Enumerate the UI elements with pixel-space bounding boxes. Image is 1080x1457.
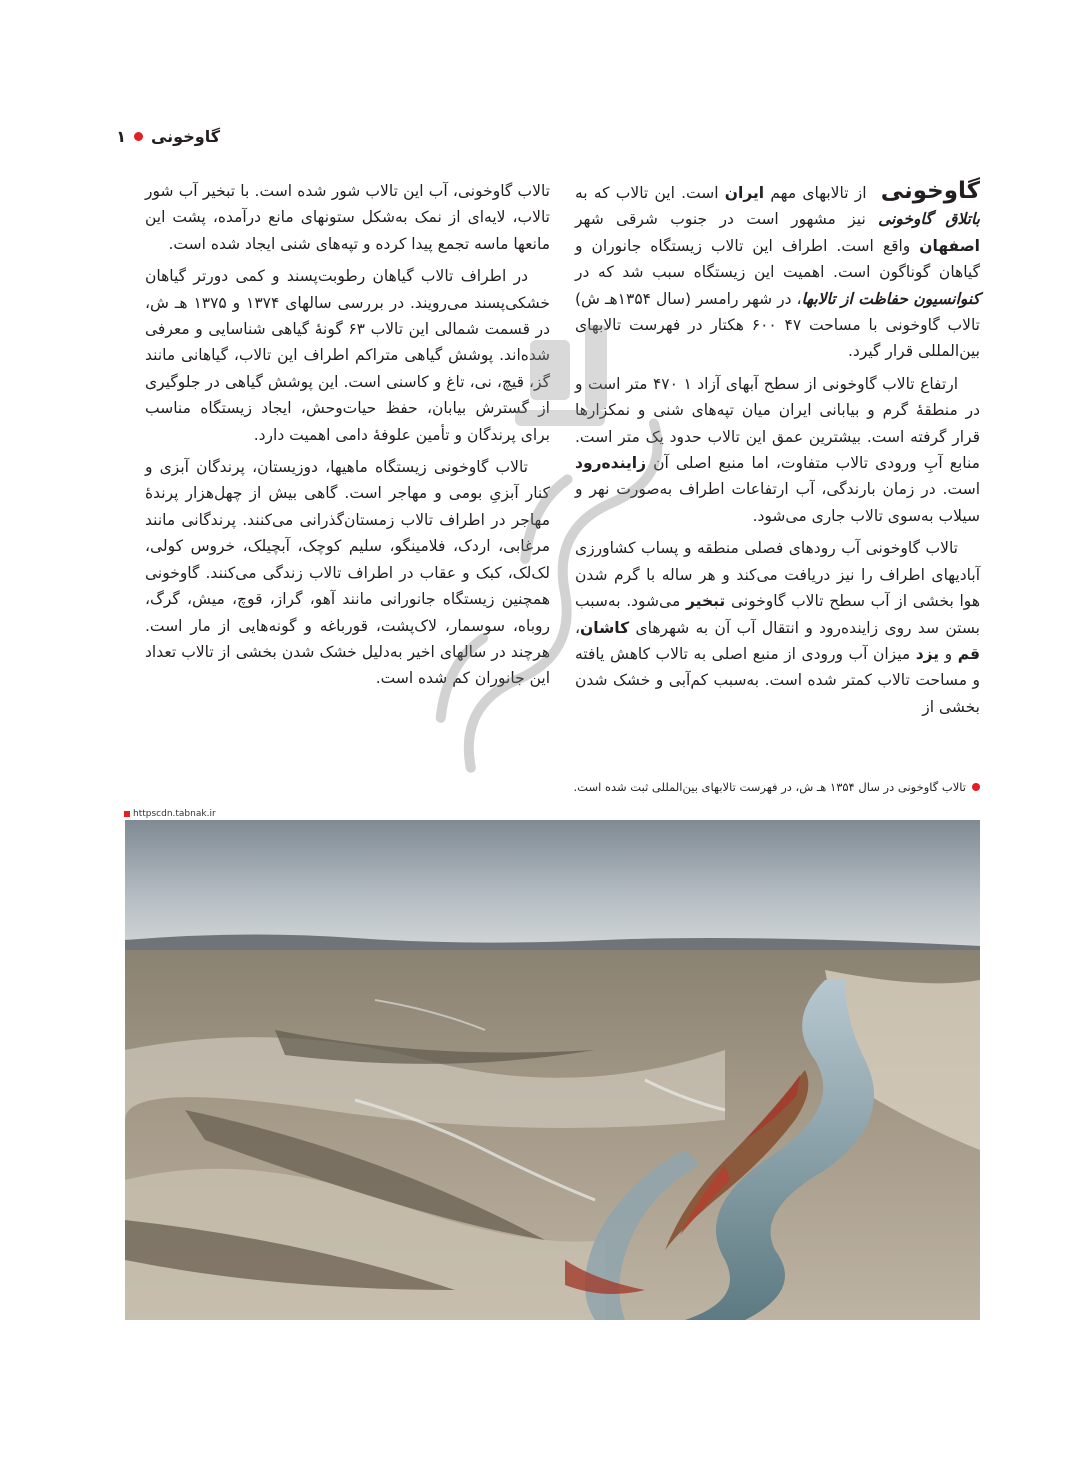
bold-term: ایران (724, 184, 765, 202)
text-run: ارتفاع تالاب گاوخونی از سطح آبهای آزاد ۱ ۴۷۰ متر است و در منطقهٔ گرم و بیابانی ایران میان تپه‌های شنی و نمکزارها قرار گرفته است. بیشترین عمق این تالاب حدود یک متر است. منابع آبِ ورودی تالاب متفاوت، اما منبع اصلی آن (575, 374, 980, 473)
text-run: تالاب گاوخونی آب رودهای فصلی منطقه و پساب کشاورزی آبادیهای اطراف را نیز دریافت می‌کند و هر ساله با گرم شدن هوا بخشی از آب سطح تالاب گاوخونی (575, 539, 980, 611)
paragraph (575, 178, 980, 365)
bold-term: کاشان (580, 618, 630, 637)
credit-mark-icon (124, 811, 130, 817)
bold-italic-term: باتلاق گاوخونی (878, 210, 980, 229)
page-number: ۱ (116, 126, 126, 146)
photo-caption (380, 780, 980, 794)
caption-text: تالاب گاوخونی در سال ۱۳۵۴ هـ ش، در فهرست تالابهای بین‌المللی ثبت شده است. (573, 780, 966, 794)
paragraph: در اطراف تالاب گیاهان رطوبت‌پسند و کمی دورتر گیاهان خشکی‌پسند می‌رویند. در بررسی سالهای ۱۳۷۴ و ۱۳۷۵ هـ ش، در قسمت شمالی این تالاب ۶۳ گونهٔ گیاهی شناسایی و معرفی شده‌اند. پوشش گیاهی متراکم اطراف این تالاب، گیاهانی مانند گز، قیچ، نی، تاغ و کاسنی است. این پوشش گیاهی در جلوگیری از گسترش بیابان، حفظ حیات‌وحش، ایجاد زیستگاه مناسب برای پرندگان و تأمین علوفهٔ دامی اهمیت دارد. (145, 267, 551, 444)
bold-term: تبخیر (685, 592, 726, 611)
photo-credit (124, 809, 216, 819)
text-run: واقع است. اطراف این تالاب زیستگاه جانوران و گیاهان گوناگون است. اهمیت این زیستگاه سبب شد که در (575, 236, 980, 282)
bold-italic-term: کنوانسیون حفاظت از تالابها (801, 289, 980, 308)
left-column (145, 178, 550, 698)
bold-term: زاینده‌رود (575, 454, 646, 473)
text-run: است. در زمان بارندگی، آب ارتفاعات اطراف به‌صورت نهر و سیلاب به‌سوی تالاب جاری می‌شود. (575, 480, 980, 525)
text-run: می‌شود. به‌سبب بستن سد روی زاینده‌رود و انتقال آب آن به شهرهای (575, 592, 980, 637)
text-run: نیز مشهور است در جنوب شرقی شهر (575, 210, 879, 229)
red-dot-icon (134, 132, 143, 141)
paragraph: تالاب گاوخونی زیستگاه ماهیها، دوزیستان، پرندگان آبزی و کنار آبزیِ بومی و مهاجر است. گاهی بیش از چهل‌هزار پرندهٔ مهاجر در اطراف تالاب زمستان‌گذرانی می‌کنند. پرندگانی مانند مرغابی، اردک، فلامینگو، سلیم کوچک، آبچیلک، خروس کولی، لک‌لک، کبک و عقاب در اطراف تالاب زندگی می‌کنند. گاوخونی همچنین زیستگاه جانورانی مانند آهو، گراز، قوچ، میش، گرگ، روباه، سوسمار، لاک‌پشت، قورباغه و گونه‌هایی از مار است. هرچند در سالهای اخیر به‌دلیل خشک شدن بخشی از تالاب تعداد این جانوران کم شده است. (145, 458, 550, 688)
lead-word: گاوخونی (880, 178, 981, 204)
credit-text: httpscdn.tabnak.ir (133, 809, 216, 819)
paragraph (575, 371, 980, 529)
header-title: گاوخونی (150, 126, 220, 146)
running-header (100, 122, 220, 150)
photo-illustration (125, 820, 980, 1320)
red-dot-icon (972, 783, 980, 791)
text-run: ، در شهر رامسر (سال ۱۳۵۴هـ ش) تالاب گاوخونی با مساحت ۴۷ ۶۰۰ هکتار در فهرست تالابهای بین‌المللی قرار گیرد. (575, 289, 980, 361)
bold-term: قم (957, 644, 980, 663)
bold-term: یزد (915, 644, 940, 663)
text-run: است. این تالاب که به (575, 184, 725, 202)
right-column (575, 178, 980, 726)
bold-term: اصفهان (919, 236, 980, 255)
text-run: ، (575, 618, 581, 637)
wetland-aerial-photo (125, 820, 980, 1320)
text-run: و (939, 644, 958, 663)
text-run: میزان آب ورودی از منبع اصلی به تالاب کاهش یافته و مساحت تالاب کمتر شده است. به‌سبب کم‌آبی و خشک شدن بخشی از (575, 644, 980, 716)
paragraph: تالاب گاوخونی، آب این تالاب شور شده است. با تبخیر آب شور تالاب، لایه‌ای از نمک به‌شکل ستونهای مانع درآمده، پشت این مانعها ماسه تجمع پیدا کرده و تپه‌های شنی ایجاد شده است. (145, 182, 550, 253)
text-run: از تالابهای مهم (764, 184, 873, 202)
paragraph (575, 535, 980, 720)
